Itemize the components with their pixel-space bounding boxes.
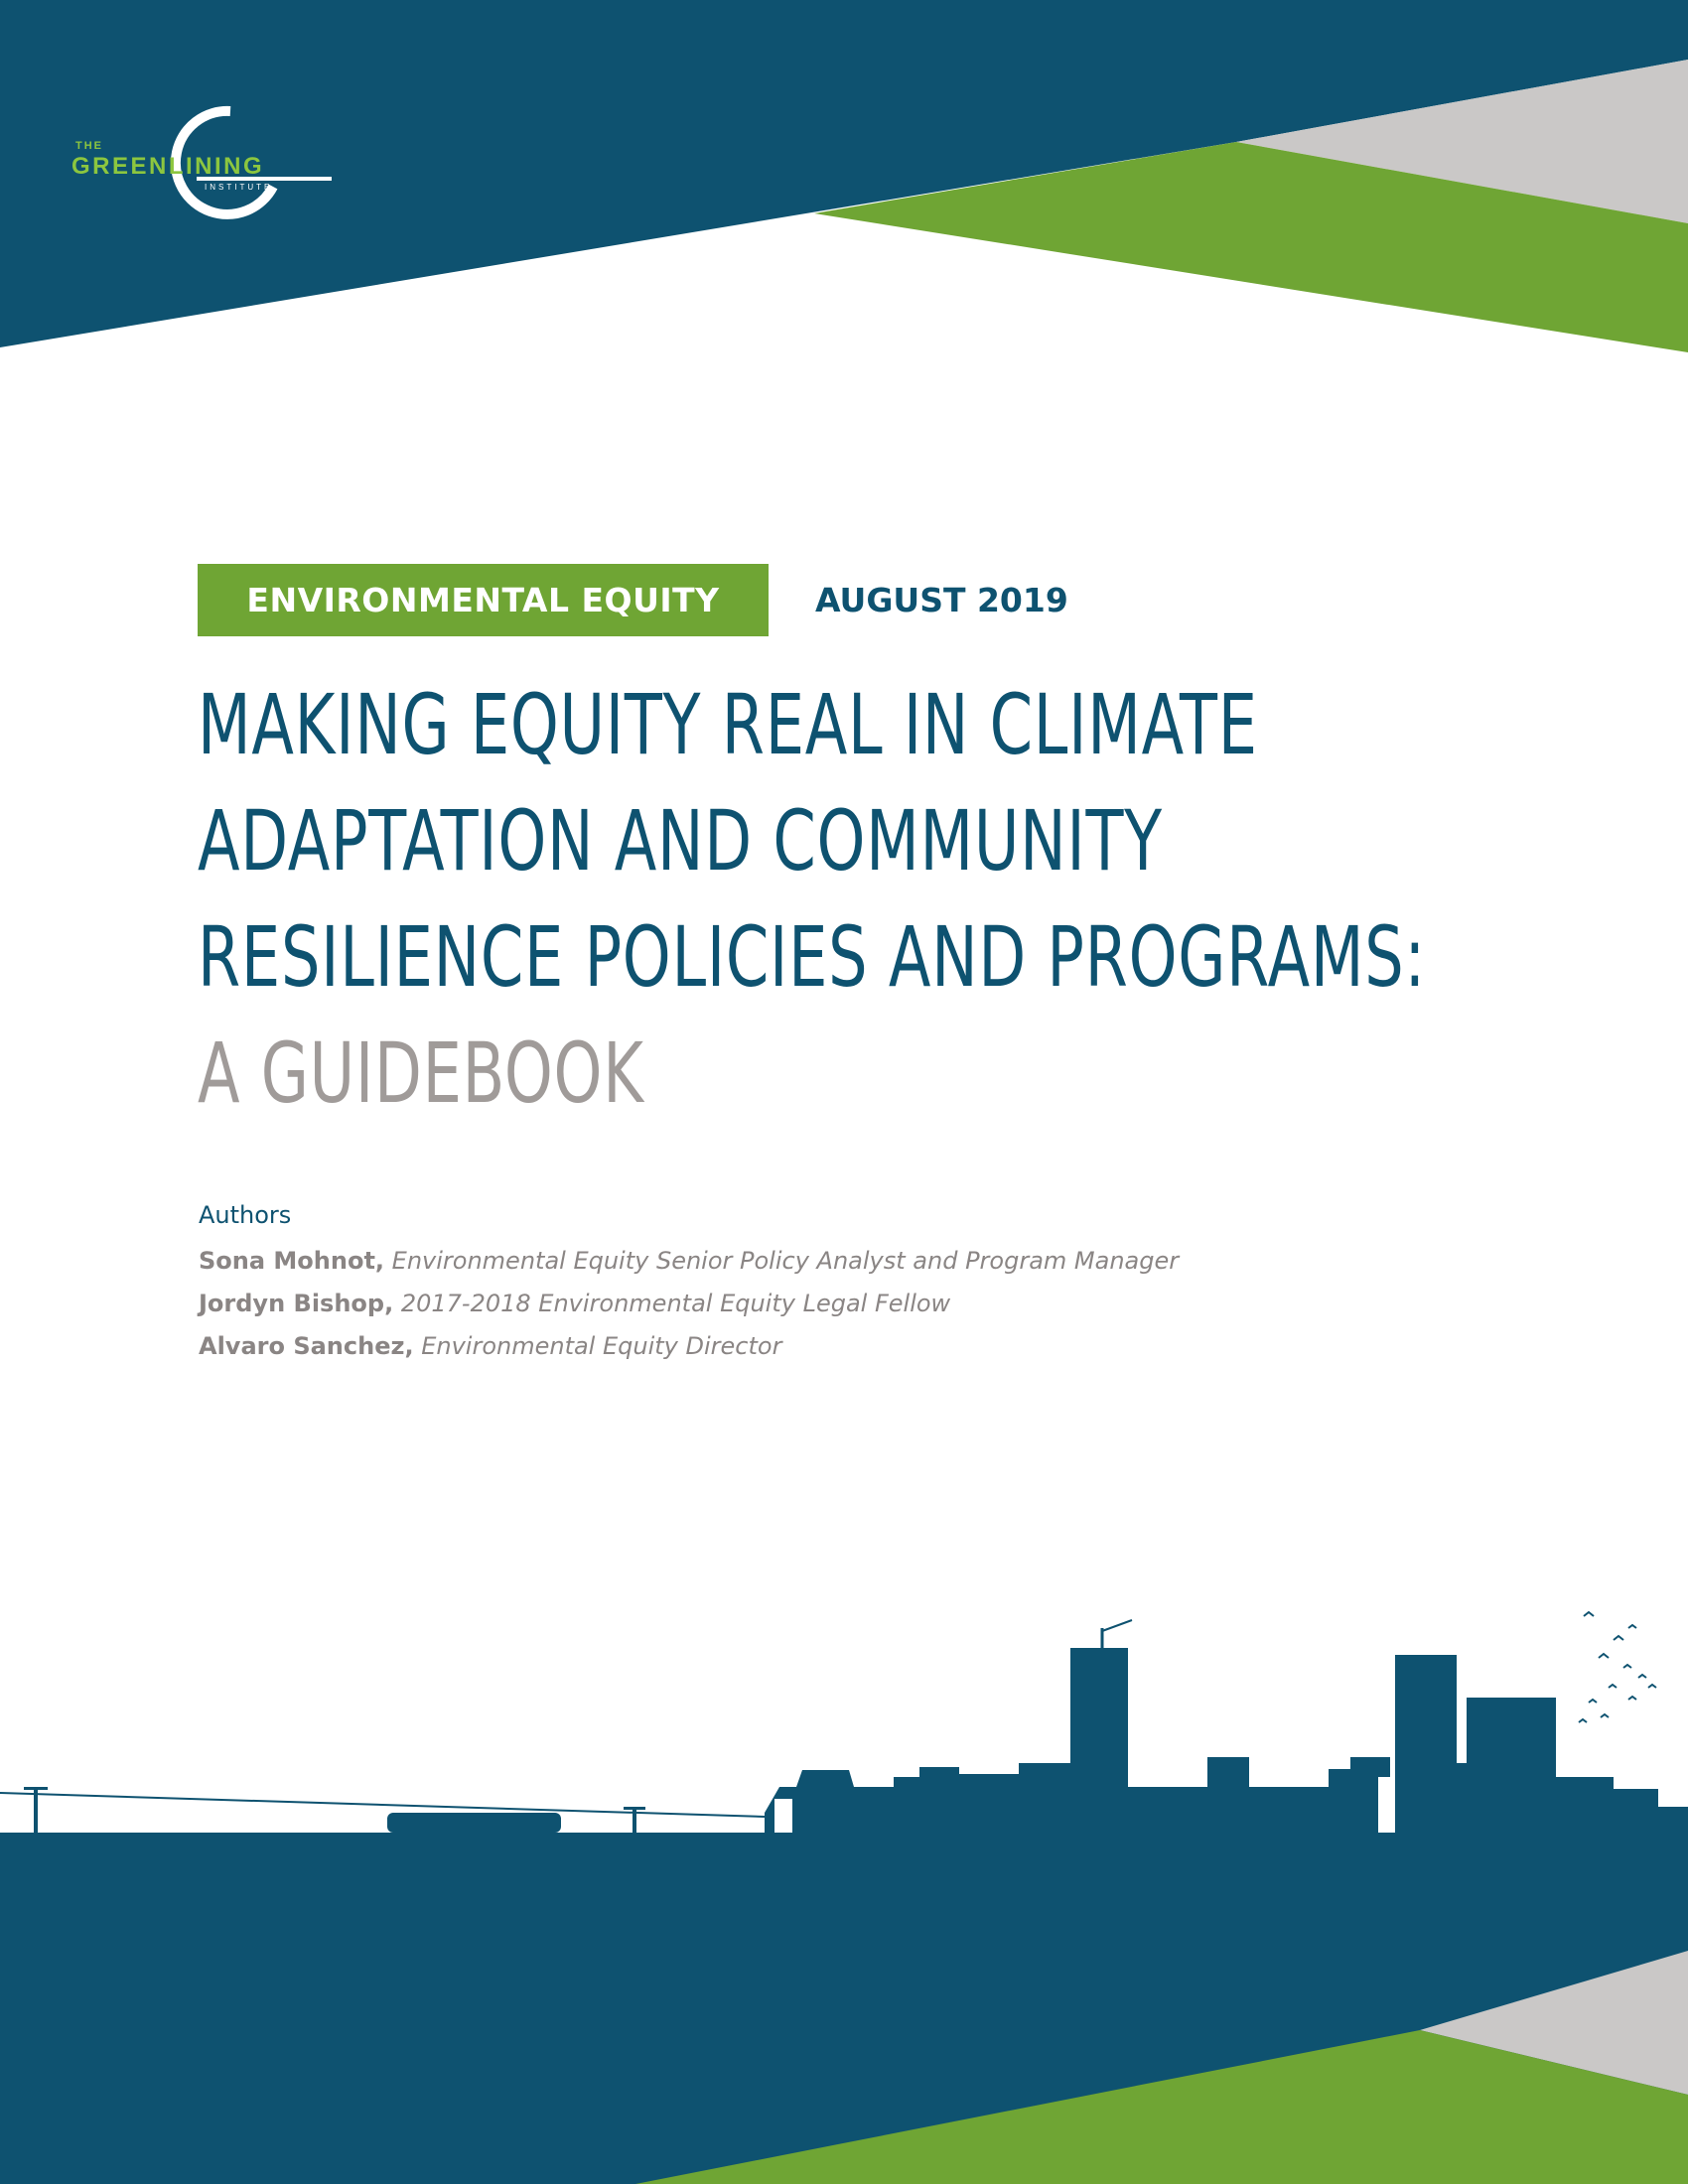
report-subtitle: A GUIDEBOOK (198, 1024, 644, 1122)
report-title (198, 667, 1427, 1132)
title-line: RESILIENCE POLICIES AND PROGRAMS: (198, 908, 1427, 1006)
author-name: Alvaro Sanchez, (199, 1332, 414, 1360)
author-name: Jordyn Bishop, (199, 1290, 394, 1317)
logo-sub-text: INSTITUTE (205, 183, 273, 192)
birds (1579, 1612, 1656, 1722)
city-skyline (0, 1612, 1688, 1833)
author-role: Environmental Equity Director (421, 1332, 782, 1360)
author-name: Sona Mohnot, (199, 1247, 385, 1275)
category-tag: ENVIRONMENTAL EQUITY (198, 564, 769, 636)
logo-the-text: THE (75, 140, 103, 152)
author-entry (199, 1290, 950, 1317)
title-line: MAKING EQUITY REAL IN CLIMATE (198, 676, 1258, 773)
authors-heading: Authors (199, 1201, 292, 1229)
logo-name-text: GREENLINING (71, 153, 265, 180)
author-entry (199, 1247, 1179, 1275)
publication-date: AUGUST 2019 (815, 581, 1068, 619)
author-entry (199, 1332, 781, 1360)
title-line: ADAPTATION AND COMMUNITY (198, 792, 1163, 889)
author-role: Environmental Equity Senior Policy Analyst and Program Manager (391, 1247, 1180, 1275)
author-role: 2017-2018 Environmental Equity Legal Fellow (400, 1290, 951, 1317)
